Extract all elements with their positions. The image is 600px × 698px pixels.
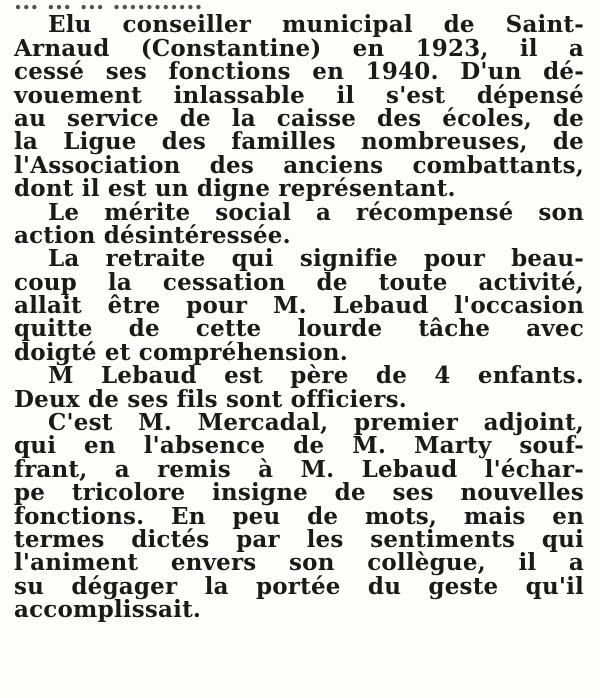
cut-off-line: ... ... ... ........... xyxy=(14,0,203,15)
text-line: dont il est un digne représentant. xyxy=(14,175,456,203)
article-text xyxy=(14,0,584,622)
text-line: La retraite qui signifie pour beau- xyxy=(48,245,584,273)
text-line: M Lebaud est père de 4 enfants. xyxy=(48,362,584,390)
text-line: Arnaud (Constantine) en 1923, il a xyxy=(14,34,584,62)
text-line: allait être pour M. Lebaud l'occasion xyxy=(14,292,584,320)
text-line: la Ligue des familles nombreuses, de xyxy=(14,128,584,156)
text-line: vouement inlassable il s'est dépensé xyxy=(14,81,584,109)
text-line: C'est M. Mercadal, premier adjoint, xyxy=(48,409,584,437)
text-line: au service de la caisse des écoles, de xyxy=(14,104,584,132)
text-line: accomplissait. xyxy=(14,596,202,624)
text-line: qui en l'absence de M. Marty souf- xyxy=(14,432,584,460)
text-line: quitte de cette lourde tâche avec xyxy=(14,315,584,343)
text-line: Le mérite social a récompensé son xyxy=(48,198,584,226)
text-line: doigté et compréhension. xyxy=(14,338,348,366)
text-line: coup la cessation de toute activité, xyxy=(14,268,584,296)
text-line: Elu conseiller municipal de Saint- xyxy=(48,11,584,39)
text-line: fonctions. En peu de mots, mais en xyxy=(14,502,584,530)
text-line: termes dictés par les sentiments qui xyxy=(14,525,584,553)
text-line: su dégager la portée du geste qu'il xyxy=(14,572,584,600)
text-line: cessé ses fonctions en 1940. D'un dé- xyxy=(14,58,584,86)
text-line: l'animent envers son collègue, il a xyxy=(14,549,584,577)
text-line: Deux de ses fils sont officiers. xyxy=(14,385,407,413)
text-line: frant, a remis à M. Lebaud l'échar- xyxy=(14,455,584,483)
text-line: action désintéressée. xyxy=(14,221,291,249)
text-line: pe tricolore insigne de ses nouvelles xyxy=(14,479,584,507)
text-line: l'Association des anciens combattants, xyxy=(14,151,584,179)
